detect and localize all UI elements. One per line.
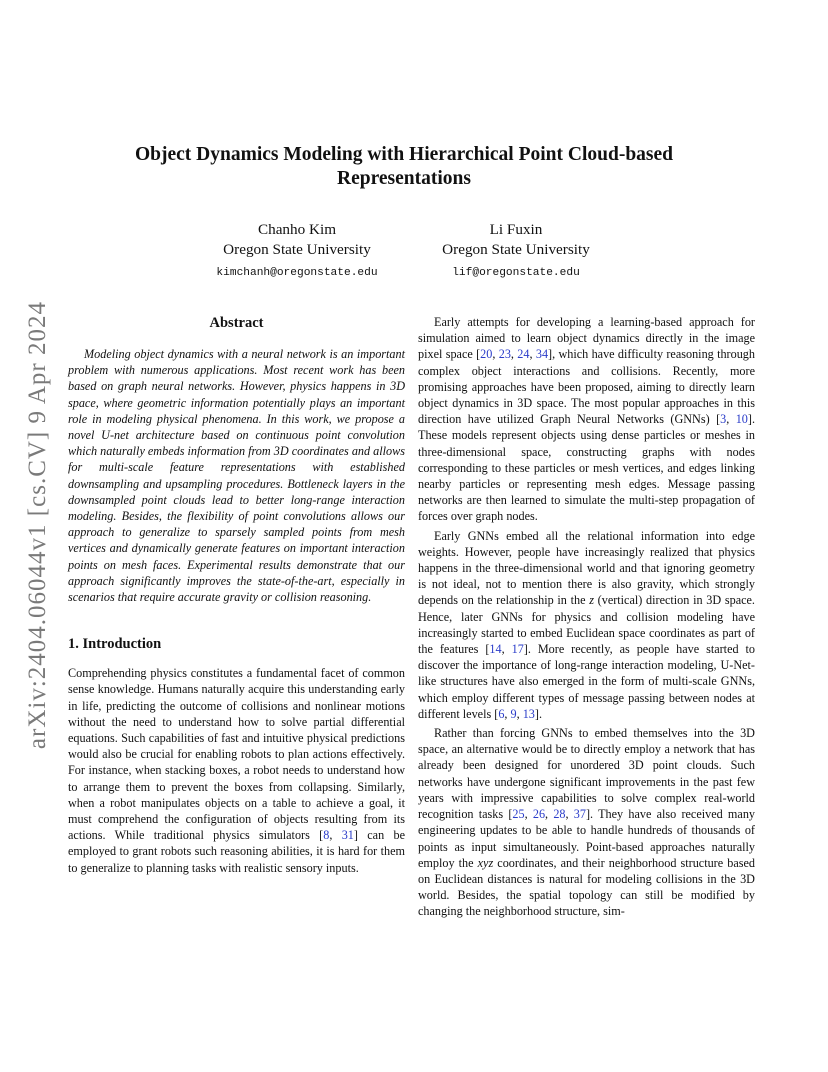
author-name: Li Fuxin — [489, 221, 543, 238]
section-heading-introduction: 1. Introduction — [68, 636, 162, 653]
citation-link[interactable]: 13 — [522, 706, 535, 721]
author-block-2 — [418, 220, 614, 283]
right-column — [418, 314, 755, 923]
citation-link[interactable]: 8 — [323, 828, 330, 843]
math-variable-xyz: xyz — [477, 855, 494, 870]
citation-link[interactable]: 9 — [510, 706, 517, 721]
citation-link[interactable]: 24 — [517, 347, 530, 362]
arxiv-identifier — [18, 290, 58, 760]
intro-paragraph-1: Comprehending physics constitutes a fundamental facet of common sense knowledge. Humans naturally acquire this understanding early in life, predicting the outcome of collisions and nonlinear motions without the need to understand how to solve partial differential equations. Such capabilities of fast and intuitive physical predictions would also be crucial for enabling robots to plan actions effectively. For instance, when stacking boxes, a robot needs to understand how to arrange them to prevent the boxes from collapsing. Similarly, when a robot manipulates objects on a table to achieve a goal, it must comprehend the configuration of objects resulting from its actions. While traditional physics simulators [8, 31] can be employed to grant robots such reasoning abilities, it is hard for them to generalize to planning tasks with realistic sensory inputs. — [68, 666, 405, 875]
body-paragraph-1: Early attempts for developing a learning-based approach for simulation aimed to learn object dynamics directly in the image pixel space [20, 23, 24, 34], which have difficulty reasoning through complex object interactions and collisions. Recently, more promising approaches have been proposed, aiming to directly learn object dynamics in 3D space. The most popular approaches in this direction have utilized Graph Neural Networks (GNNs) [3, 10]. These models represent objects using dense particles or meshes in three-dimensional space, constructing graphs with nodes corresponding to these particles or mesh vertices, and edges linking nearby particles or representing mesh edges. Message passing networks are then learned to simulate the multi-step propagation of forces over graph nodes. — [418, 315, 755, 524]
citation-link[interactable]: 6 — [498, 706, 505, 721]
citation-link[interactable]: 10 — [735, 412, 748, 427]
citation-link[interactable]: 26 — [532, 807, 546, 822]
author-affiliation: Oregon State University — [442, 241, 590, 258]
abstract-heading: Abstract — [209, 315, 264, 331]
citation-link[interactable]: 34 — [535, 347, 549, 362]
citation-link[interactable]: 17 — [511, 642, 524, 657]
paper-title: Object Dynamics Modeling with Hierarchical Point Cloud-based Representations — [134, 144, 674, 189]
citation-link[interactable]: 3 — [720, 412, 727, 427]
citation-link[interactable]: 14 — [489, 642, 502, 657]
citation-link[interactable]: 28 — [553, 807, 566, 822]
left-column — [68, 314, 405, 879]
citation-link[interactable]: 25 — [512, 807, 525, 822]
author-block-1 — [199, 220, 395, 283]
citation-link[interactable]: 31 — [341, 828, 354, 843]
author-affiliation: Oregon State University — [223, 241, 371, 258]
citation-link[interactable]: 23 — [498, 347, 511, 362]
body-paragraph-3: Rather than forcing GNNs to embed themselves into the 3D space, an alternative would be to directly employ a network that has already been designed for unordered 3D point clouds. Such networks have undergone significant improvements in the past few years with impressive capabilities to solve complex real-world recognition tasks [25, 26, 28, 37]. They have also received many engineering updates to be able to handle hundreds of thousands of points as input simultaneously. Point-based approaches naturally employ the xyz coordinates, and their neighborhood structure based on Euclidean distances is natural for modeling collisions in the 3D world. Besides, the spatial topology can still be modified by changing the neighborhood structure, sim- — [418, 726, 756, 919]
arxiv-identifier-text: arXiv:2404.06044v1 [cs.CV] 9 Apr 2024 — [24, 300, 51, 750]
author-email: lif@oregonstate.edu — [452, 267, 580, 279]
math-variable-z: z — [589, 593, 594, 608]
citation-link[interactable]: 37 — [573, 807, 586, 822]
body-paragraph-2: Early GNNs embed all the relational information into edge weights. However, people have increasingly realized that physics happens in the three-dimensional world and that ignoring geometry is not ideal, not to mention there is also gravity, which strongly depends on the relationship in the z (vertical) direction in 3D space. Hence, later GNNs for physics and collision modeling have increasingly started to embed Euclidean space coordinates as part of the features [14, 17]. More recently, as people have started to discover the importance of long-range interaction modeling, U-Net-like structures have also emerged in the form of multi-scale GNNs, which employ different types of message passing between nodes at different levels [6, 9, 13]. — [418, 528, 755, 721]
citation-link[interactable]: 20 — [480, 347, 493, 362]
author-email: kimchanh@oregonstate.edu — [216, 267, 378, 279]
author-name: Chanho Kim — [257, 221, 337, 238]
abstract-body: Modeling object dynamics with a neural network is an important problem with numerous applications. Most recent work has been based on graph neural networks. However, physics happens in 3D space, where geometric information potentially plays an important role in modeling physical phenomena. In this work, we propose a novel U-net architecture based on continuous point convolution which naturally embeds information from 3D coordinates and allows for multi-scale feature representations with established downsampling and upsampling procedures. Bottleneck layers in the downsampled point clouds lead to better long-range interaction modeling. Besides, the flexibility of point convolutions allows our approach to generalize to sparsely sampled points from mesh vertices and dynamically generate features on important interaction points on mesh faces. Experimental results demonstrate that our approach significantly improves the state-of-the-art, especially in scenarios that require accurate gravity or collision reasoning. — [68, 347, 405, 605]
